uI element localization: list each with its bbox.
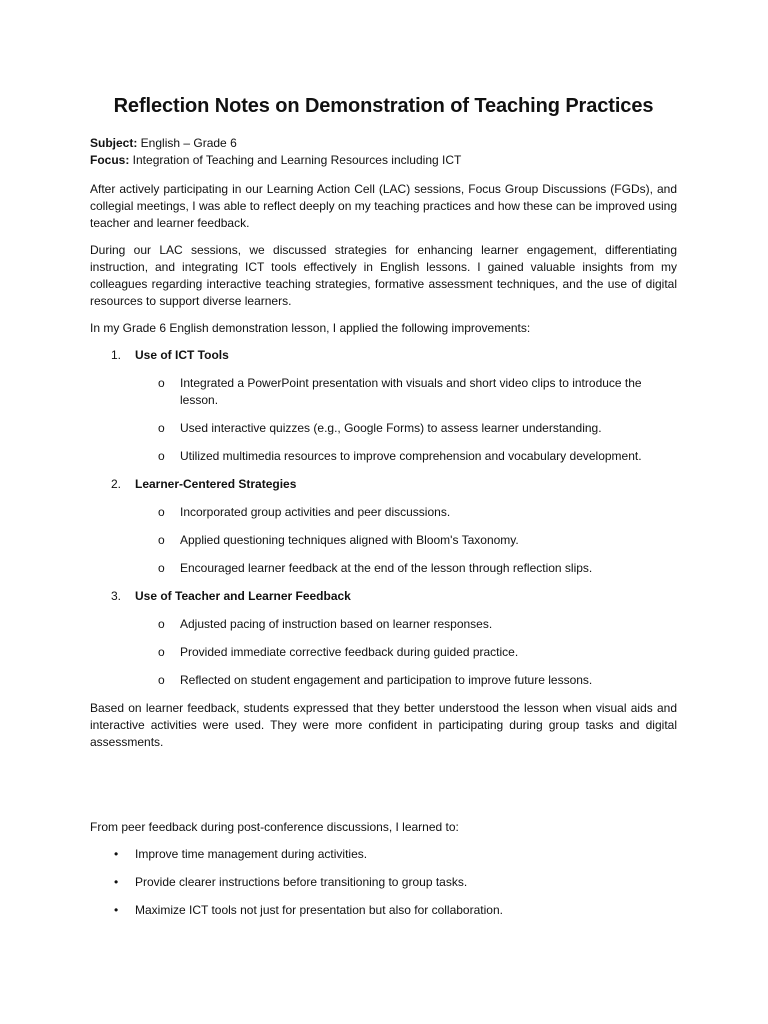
subject-value: English – Grade 6: [137, 136, 237, 150]
hollow-bullet-icon: o: [158, 617, 165, 631]
list-number: 2.: [111, 477, 122, 491]
paragraph-intro: After actively participating in our Learning Action Cell (LAC) sessions, Focus Group Discussions (FGDs), and collegial meetings, I was able to reflect deeply on my teaching practices and how these can be improved using teacher and learner feedback.: [90, 182, 677, 230]
focus-line: [90, 152, 677, 169]
bullet-list-item: [90, 874, 677, 891]
improvement-heading: [90, 476, 677, 493]
bullet-icon: •: [114, 903, 119, 917]
sub-list-item: [90, 532, 677, 549]
hollow-bullet-icon: o: [158, 421, 165, 435]
hollow-bullet-icon: o: [158, 449, 165, 463]
sub-list-item: [90, 616, 677, 633]
sub-list-item: [90, 560, 677, 577]
sub-list-item-text: Used interactive quizzes (e.g., Google Forms) to assess learner understanding.: [180, 421, 602, 435]
hollow-bullet-icon: o: [158, 376, 165, 390]
sub-list-item: [90, 420, 677, 437]
bullet-list-item-text: Provide clearer instructions before transitioning to group tasks.: [135, 875, 468, 889]
sub-list-item-text: Adjusted pacing of instruction based on learner responses.: [180, 617, 493, 631]
improvement-heading-text: Learner-Centered Strategies: [135, 477, 297, 491]
sub-list-item-text: Provided immediate corrective feedback during guided practice.: [180, 645, 519, 659]
improvement-heading-text: Use of Teacher and Learner Feedback: [135, 589, 351, 603]
sub-list-item-text: Incorporated group activities and peer discussions.: [180, 505, 451, 519]
sub-list-item-text: Reflected on student engagement and participation to improve future lessons.: [180, 673, 593, 687]
bullet-list-item: [90, 902, 677, 919]
sub-list-item-text: Integrated a PowerPoint presentation with visuals and short video clips to introduce the lesson.: [180, 376, 642, 407]
bullet-list-item: [90, 846, 677, 863]
hollow-bullet-icon: o: [158, 561, 165, 575]
sub-list-item-text: Encouraged learner feedback at the end of the lesson through reflection slips.: [180, 561, 593, 575]
hollow-bullet-icon: o: [158, 645, 165, 659]
paragraph-lac-sessions: During our LAC sessions, we discussed strategies for enhancing learner engagement, differentiating instruction, and integrating ICT tools effectively in English lessons. I gained valuable insights from my colleagues regarding interactive teaching strategies, formative assessment techniques, and the use of digital resources to support diverse learners.: [90, 243, 677, 308]
sub-list-item-text: Applied questioning techniques aligned with Bloom's Taxonomy.: [180, 533, 519, 547]
blank-space: [90, 761, 677, 819]
sub-list-item: [90, 672, 677, 689]
sub-list-item: [90, 375, 677, 409]
paragraph-learner-feedback: Based on learner feedback, students expressed that they better understood the lesson when visual aids and interactive activities were used. They were more confident in participating during group tasks and digital assessments.: [90, 701, 677, 749]
list-number: 3.: [111, 589, 122, 603]
bullet-list-item-text: Maximize ICT tools not just for presentation but also for collaboration.: [135, 903, 503, 917]
hollow-bullet-icon: o: [158, 533, 165, 547]
document-title: Reflection Notes on Demonstration of Teaching Practices: [113, 95, 654, 117]
bullet-list-item-text: Improve time management during activities.: [135, 847, 368, 861]
sub-list-item-text: Utilized multimedia resources to improve comprehension and vocabulary development.: [180, 449, 642, 463]
improvement-heading: [90, 347, 677, 364]
sub-list-item: [90, 644, 677, 661]
improvement-heading-text: Use of ICT Tools: [135, 348, 229, 362]
paragraph-peer-feedback-intro: From peer feedback during post-conference discussions, I learned to:: [90, 820, 459, 834]
meta-block: [90, 135, 677, 169]
subject-label: Subject:: [90, 136, 138, 150]
focus-value: Integration of Teaching and Learning Resources including ICT: [129, 153, 462, 167]
bullet-icon: •: [114, 875, 119, 889]
hollow-bullet-icon: o: [158, 505, 165, 519]
hollow-bullet-icon: o: [158, 673, 165, 687]
list-number: 1.: [111, 348, 122, 362]
focus-label: Focus:: [90, 153, 130, 167]
paragraph-improvements-intro: In my Grade 6 English demonstration lesson, I applied the following improvements:: [90, 321, 531, 335]
bullet-icon: •: [114, 847, 119, 861]
sub-list-item: [90, 504, 677, 521]
improvement-heading: [90, 588, 677, 605]
sub-list-item: [90, 448, 677, 465]
subject-line: [90, 135, 677, 152]
